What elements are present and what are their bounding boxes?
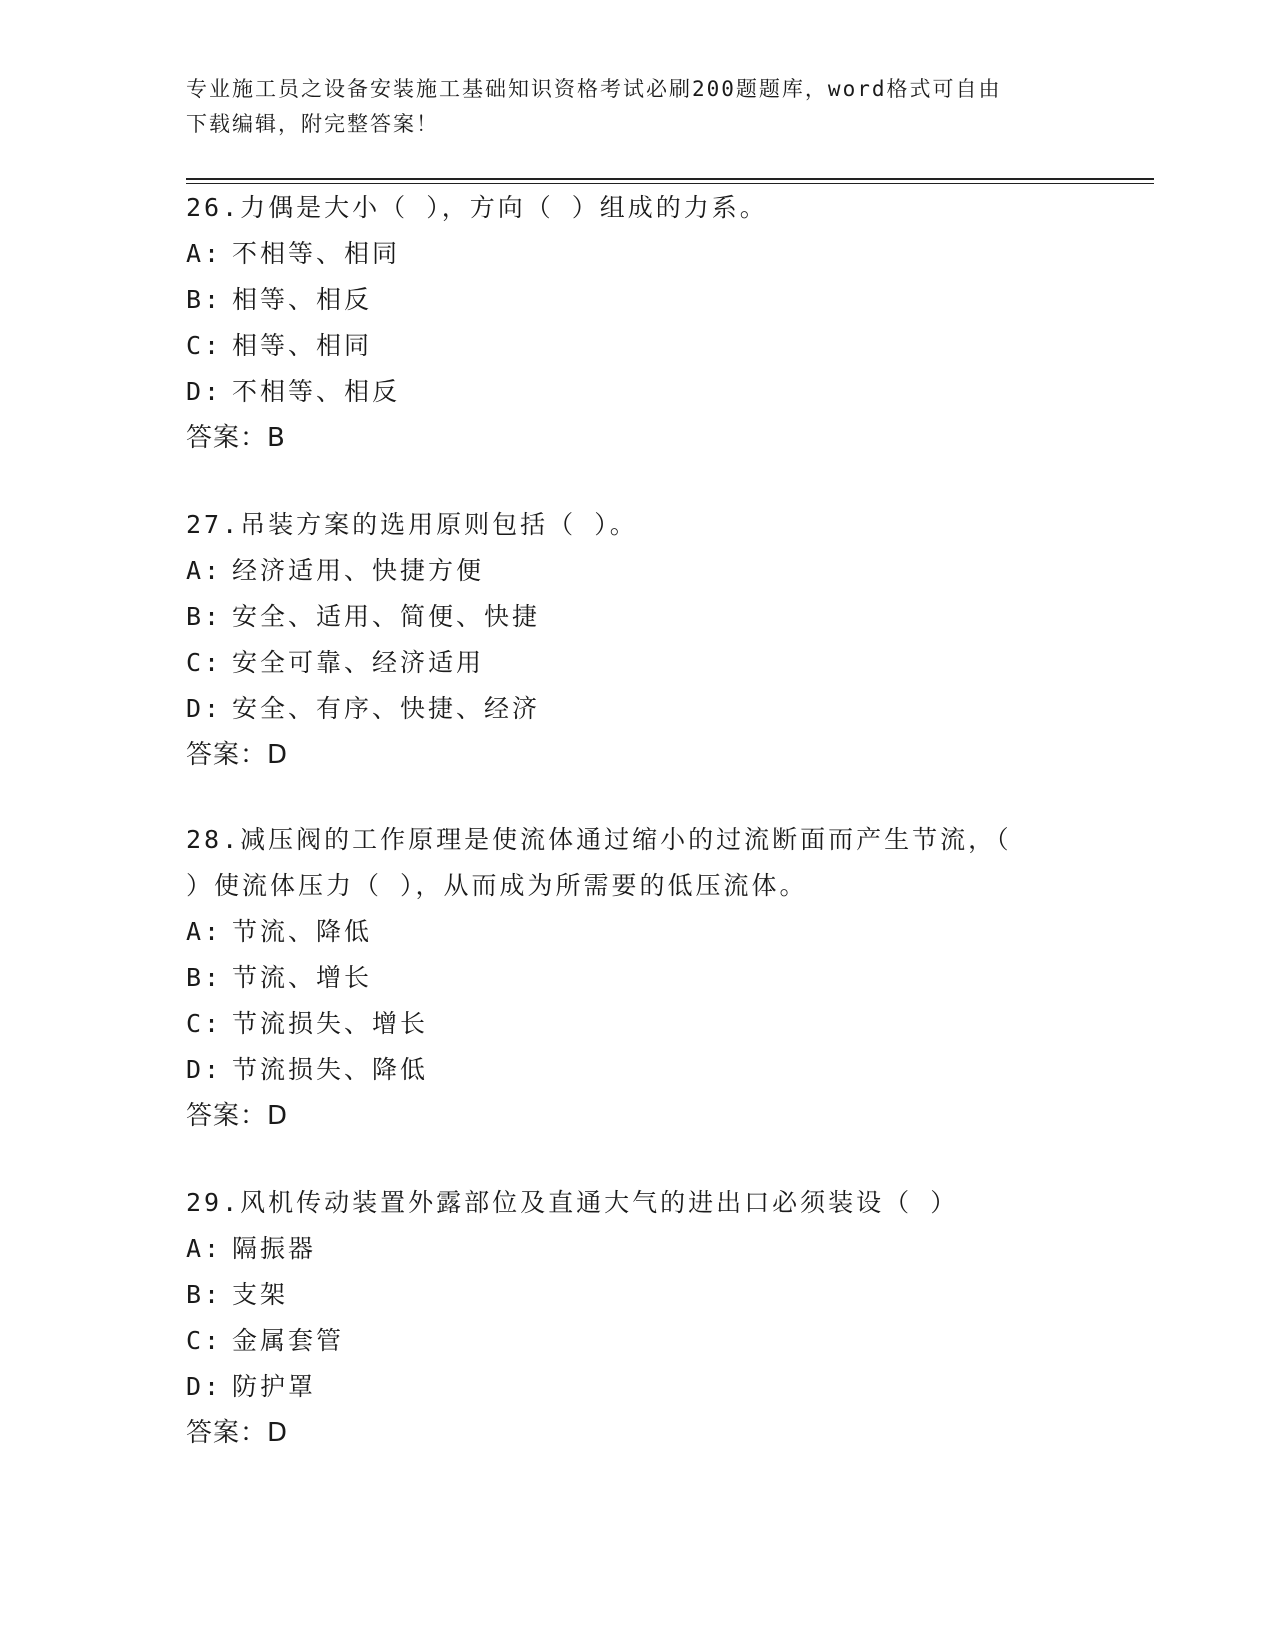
option-a: A: 不相等、相同 (186, 239, 401, 268)
option-d: D: 安全、有序、快捷、经济 (186, 694, 541, 723)
header-divider-thick (186, 178, 1154, 180)
question-stem: 26.力偶是大小（ ），方向（ ）组成的力系。 (186, 193, 768, 222)
header-divider-thin (186, 183, 1154, 184)
option-b: B: 支架 (186, 1280, 289, 1309)
answer-label: 答案：D (186, 1101, 289, 1131)
option-a: A: 节流、降低 (186, 917, 373, 946)
question-stem-line-1: 28.减压阀的工作原理是使流体通过缩小的过流断面而产生节流，（ (186, 825, 1012, 854)
document-header (186, 72, 1066, 142)
answer-label: 答案：B (186, 423, 286, 453)
option-b: B: 安全、适用、简便、快捷 (186, 602, 541, 631)
option-c: C: 节流损失、增长 (186, 1009, 429, 1038)
answer-label: 答案：D (186, 1418, 289, 1448)
option-c: C: 安全可靠、经济适用 (186, 648, 485, 677)
option-d: D: 节流损失、降低 (186, 1055, 429, 1084)
option-a: A: 隔振器 (186, 1234, 317, 1263)
option-b: B: 相等、相反 (186, 285, 373, 314)
question-stem-line-2: ）使流体压力（ ），从而成为所需要的低压流体。 (186, 871, 808, 900)
question-28 (186, 817, 1066, 1139)
question-27 (186, 502, 1066, 778)
option-c: C: 金属套管 (186, 1326, 345, 1355)
option-d: D: 不相等、相反 (186, 377, 401, 406)
header-line-2: 下载编辑，附完整答案！ (186, 112, 439, 136)
question-stem: 29.风机传动装置外露部位及直通大气的进出口必须装设（ ） (186, 1188, 959, 1217)
question-29 (186, 1180, 1066, 1456)
option-d: D: 防护罩 (186, 1372, 317, 1401)
option-b: B: 节流、增长 (186, 963, 373, 992)
option-c: C: 相等、相同 (186, 331, 373, 360)
option-a: A: 经济适用、快捷方便 (186, 556, 485, 585)
answer-label: 答案：D (186, 740, 289, 770)
question-26 (186, 185, 1066, 461)
question-stem: 27.吊装方案的选用原则包括（ ）。 (186, 510, 638, 539)
header-line-1: 专业施工员之设备安装施工基础知识资格考试必刷200题题库，word格式可自由 (186, 77, 1002, 101)
